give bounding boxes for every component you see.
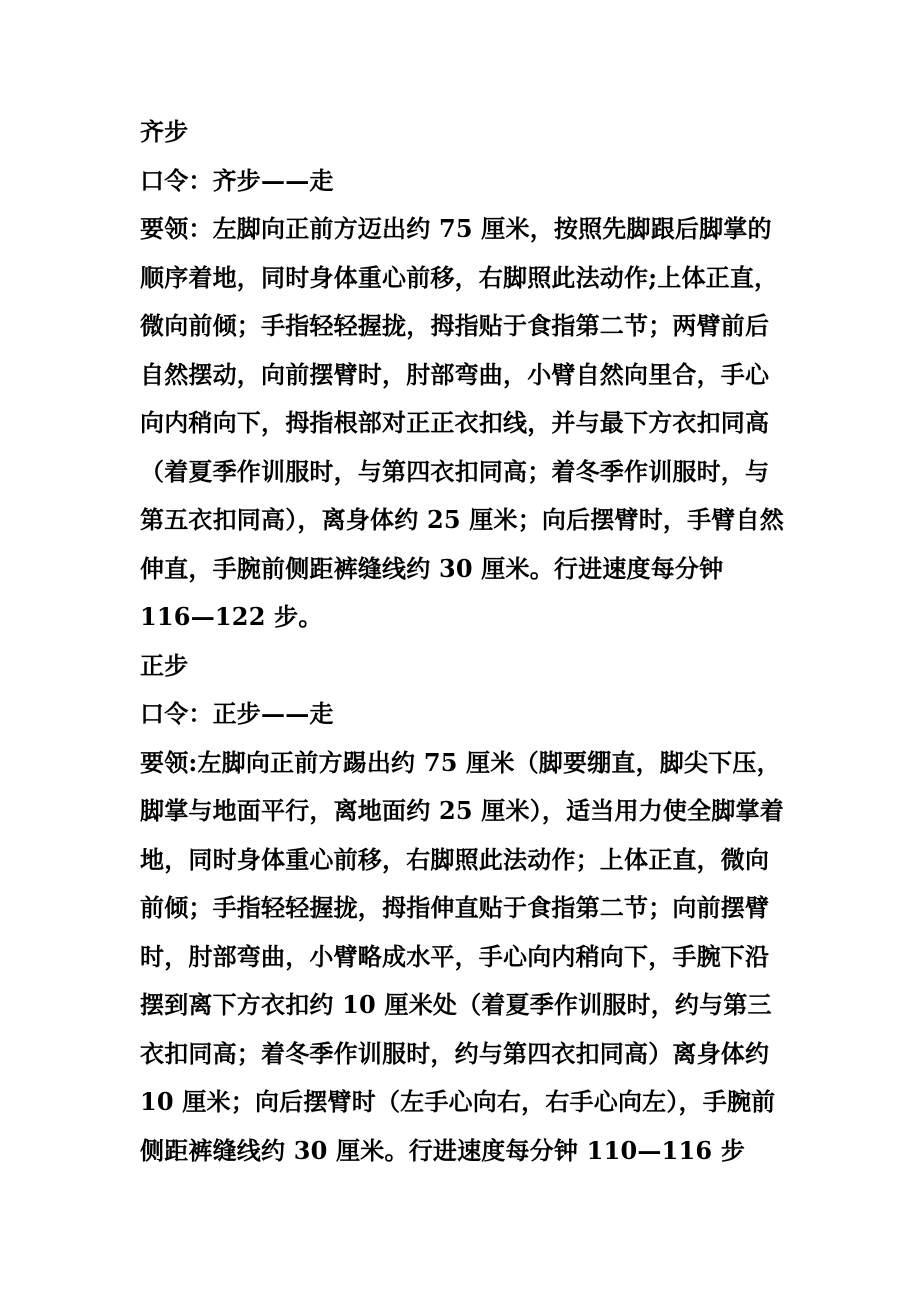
essentials-line: 地，同时身体重心前移，右脚照此法动作；上体正直，微向 xyxy=(140,844,770,874)
essentials-line: 摆到离下方衣扣约 10 厘米处（着夏季作训服时，约与第三 xyxy=(140,990,772,1019)
essentials-line: 116—122 步。 xyxy=(140,602,323,631)
essentials-line: 10 厘米；向后摆臂时（左手心向右，右手心向左），手腕前 xyxy=(140,1087,776,1116)
section-title-parade-step: 正步 xyxy=(140,650,189,680)
essentials-line: 要领：左脚向正前方迈出约 75 厘米，按照先脚跟后脚掌的 xyxy=(140,214,772,243)
command-march: 口令：齐步——走 xyxy=(140,165,334,195)
essentials-line: 向内稍向下，拇指根部对正正衣扣线，并与最下方衣扣同高 xyxy=(140,408,770,437)
document-page xyxy=(140,108,788,1175)
essentials-line: 自然摆动，向前摆臂时，肘部弯曲，小臂自然向里合，手心 xyxy=(140,359,770,389)
essentials-line: 脚掌与地面平行，离地面约 25 厘米），适当用力使全脚掌着 xyxy=(140,796,784,825)
essentials-line: （着夏季作训服时，与第四衣扣同高；着冬季作训服时，与 xyxy=(140,456,770,486)
essentials-line: 衣扣同高；着冬季作训服时，约与第四衣扣同高）离身体约 xyxy=(140,1038,770,1068)
essentials-line: 前倾；手指轻轻握拢，拇指伸直贴于食指第二节；向前摆臂 xyxy=(140,893,770,922)
essentials-line: 顺序着地，同时身体重心前移，右脚照此法动作;上体正直， xyxy=(140,262,779,292)
command-parade-step: 口令：正步——走 xyxy=(140,699,334,728)
essentials-line: 第五衣扣同高），离身体约 25 厘米；向后摆臂时，手臂自然 xyxy=(140,505,784,534)
essentials-line: 微向前倾；手指轻轻握拢，拇指贴于食指第二节；两臂前后 xyxy=(140,311,770,340)
essentials-line: 侧距裤缝线约 30 厘米。行进速度每分钟 110—116 步 xyxy=(140,1135,746,1165)
essentials-line: 伸直，手腕前侧距裤缝线约 30 厘米。行进速度每分钟 xyxy=(140,553,724,583)
section-title-march: 齐步 xyxy=(140,117,189,146)
essentials-line: 要领:左脚向正前方踢出约 75 厘米（脚要绷直，脚尖下压， xyxy=(140,747,781,777)
essentials-line: 时，肘部弯曲，小臂略成水平，手心向内稍向下，手腕下沿 xyxy=(140,941,770,971)
